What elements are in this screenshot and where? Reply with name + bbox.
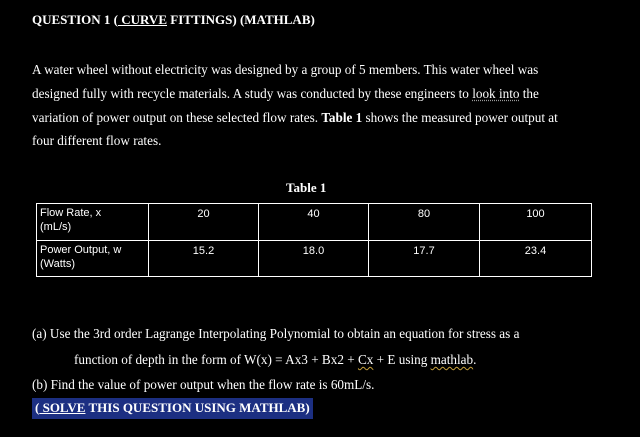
table-cell: 100 xyxy=(480,204,592,241)
paragraph-line-4: four different flow rates. xyxy=(32,133,162,148)
table-cell: 18.0 xyxy=(259,240,369,277)
marked-phrase: look into xyxy=(472,86,520,101)
spellcheck-marked-mathlab: mathlab xyxy=(430,352,474,367)
table-cell: 40 xyxy=(259,204,369,241)
row-label-power-output: Power Output, w (Watts) xyxy=(37,240,149,277)
spellcheck-marked-cx: Cx xyxy=(357,352,374,367)
data-table xyxy=(36,203,592,277)
table-row xyxy=(37,204,592,241)
footer-underlined-text: SOLVE xyxy=(39,400,86,415)
question-b: (b) Find the value of power output when the flow rate is 60mL/s. xyxy=(32,377,375,392)
question-a-line-2: function of depth in the form of W(x) = Ax3 + Bx2 + Cx + E using mathlab. xyxy=(74,352,477,367)
question-heading: QUESTION 1 ( CURVE FITTINGS) (MATHLAB) xyxy=(32,12,315,27)
table-cell: 20 xyxy=(149,204,259,241)
table-caption: Table 1 xyxy=(286,180,327,195)
table-cell: 23.4 xyxy=(480,240,592,277)
solve-instruction-highlight: ( SOLVE THIS QUESTION USING MATHLAB) xyxy=(32,398,313,419)
table-cell: 15.2 xyxy=(149,240,259,277)
table-cell: 80 xyxy=(369,204,480,241)
table-row xyxy=(37,240,592,277)
heading-underlined-text: CURVE xyxy=(117,12,167,27)
table-cell: 17.7 xyxy=(369,240,480,277)
question-a-line-1: (a) Use the 3rd order Lagrange Interpolating Polynomial to obtain an equation for stress as a xyxy=(32,326,520,341)
paragraph-line-1: A water wheel without electricity was designed by a group of 5 members. This water wheel was xyxy=(32,62,539,77)
row-label-flow-rate: Flow Rate, x (mL/s) xyxy=(37,204,149,241)
table-reference: Table 1 xyxy=(321,110,363,125)
paragraph-line-2: designed fully with recycle materials. A study was conducted by these engineers to look into the xyxy=(32,86,539,101)
paragraph-line-3: variation of power output on these selected flow rates. Table 1 shows the measured power output at xyxy=(32,110,558,125)
